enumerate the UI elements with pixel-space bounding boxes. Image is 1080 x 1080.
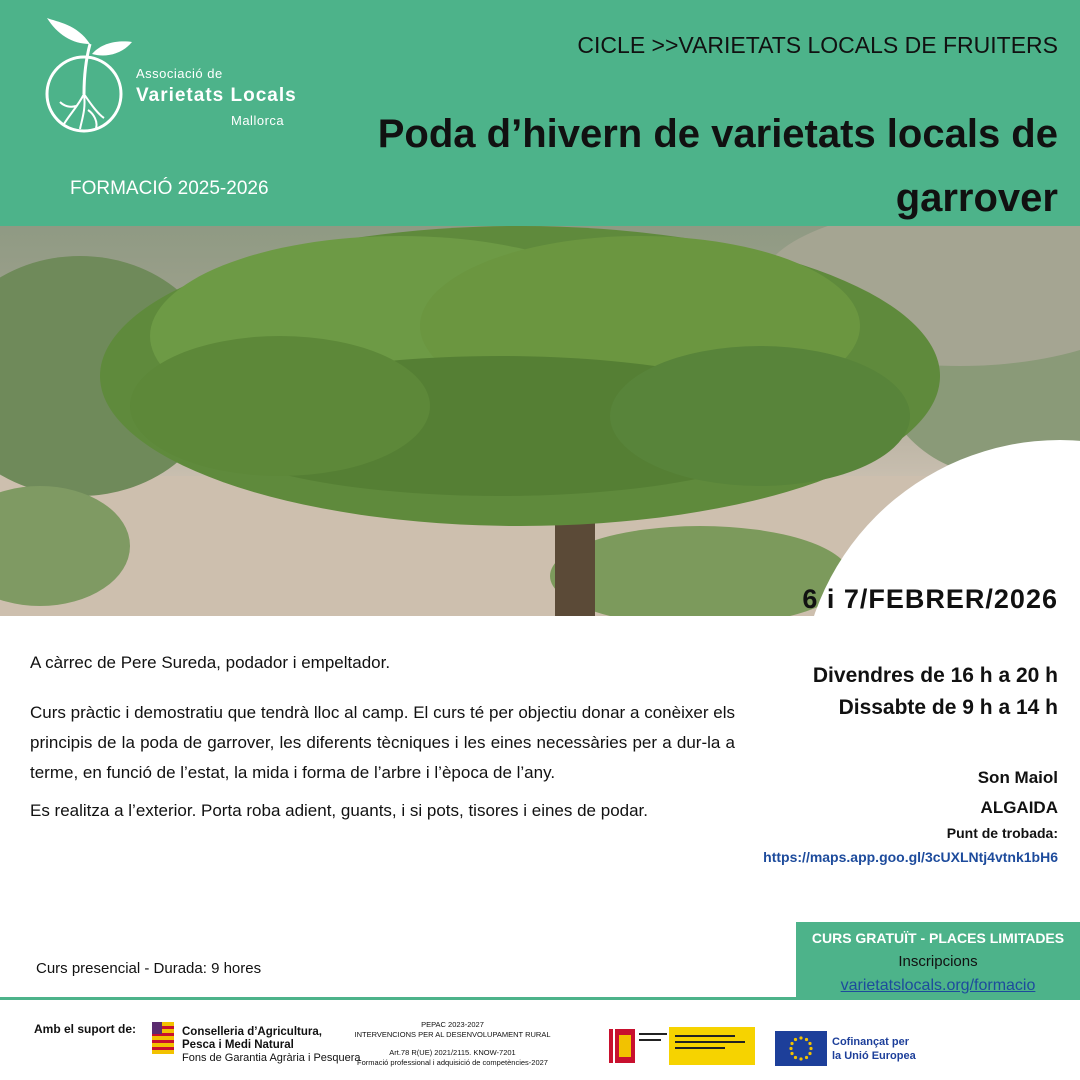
event-location bbox=[978, 763, 1058, 823]
sponsor-footer bbox=[0, 1000, 1080, 1080]
pepac-text bbox=[345, 1020, 560, 1068]
association-line-2: Varietats Locals bbox=[136, 85, 297, 106]
eu-cofinancing-text bbox=[832, 1035, 916, 1063]
plant-logo-icon bbox=[42, 14, 142, 144]
balearic-flag-icon bbox=[152, 1022, 174, 1054]
inscriptions-label: Inscripcions bbox=[898, 953, 978, 970]
support-label: Amb el suport de: bbox=[34, 1022, 137, 1036]
pepac-line-4: Formació professional i adquisició de competències-2027 bbox=[357, 1058, 548, 1067]
meeting-point-link[interactable]: https://maps.app.goo.gl/3cUXLNtj4vtnk1bH6 bbox=[763, 849, 1058, 865]
meeting-point-label: Punt de trobada: bbox=[946, 825, 1058, 841]
description-paragraph: Curs pràctic i demostratiu que tendrà lloc al camp. El curs té per objectiu donar a conèixer els principis de la poda de garrover, les diferents tècniques i les eines necessàries per a dur-la a terme, en funció de l’estat, la mida i forma de l’arbre i l’època de l’any. bbox=[30, 703, 735, 782]
schedule-friday: Divendres de 16 h a 20 h bbox=[812, 664, 1058, 687]
pepac-line-3: Art.78 R(UE) 2021/2115. KNOW-7201 bbox=[389, 1048, 516, 1057]
notes-line: Es realitza a l’exterior. Porta roba adient, guants, i si pots, tisores i eines de podar. bbox=[30, 801, 649, 820]
association-name bbox=[136, 66, 297, 128]
pepac-line-1: PEPAC 2023-2027 bbox=[421, 1020, 484, 1029]
association-line-3: Mallorca bbox=[231, 113, 285, 128]
course-title: Poda d’hivern de varietats locals de garrover bbox=[377, 112, 1058, 220]
conselleria-line-1: Conselleria d’Agricultura, bbox=[182, 1026, 322, 1038]
pepac-line-2: INTERVENCIONS PER AL DESENVOLUPAMENT RURAL bbox=[354, 1030, 551, 1039]
eu-line-2: la Unió Europea bbox=[832, 1050, 916, 1062]
event-schedule bbox=[813, 660, 1058, 724]
registration-link[interactable]: varietatslocals.org/formacio bbox=[840, 977, 1036, 994]
location-place: Son Maiol bbox=[977, 768, 1058, 787]
free-course-label: CURS GRATUÏT - PLACES LIMITADES bbox=[811, 930, 1065, 946]
location-town: ALGAIDA bbox=[980, 798, 1058, 817]
schedule-saturday: Dissabte de 9 h a 14 h bbox=[838, 696, 1058, 719]
course-description bbox=[30, 648, 735, 826]
duration-label: Curs presencial - Durada: 9 hores bbox=[36, 960, 262, 977]
cycle-label: CICLE >>VARIETATS LOCALS DE FRUITERS bbox=[577, 32, 1058, 58]
conselleria-logo-text bbox=[182, 1026, 361, 1065]
program-label: FORMACIÓ 2025-2026 bbox=[70, 178, 269, 199]
event-date: 6 i 7/FEBRER/2026 bbox=[802, 584, 1058, 614]
conselleria-line-2: Pesca i Medi Natural bbox=[182, 1039, 294, 1051]
eu-flag-icon bbox=[775, 1031, 827, 1066]
eu-line-1: Cofinançat per bbox=[832, 1036, 910, 1048]
conselleria-line-3: Fons de Garantia Agrària i Pesquera bbox=[182, 1052, 361, 1064]
spanish-government-logo bbox=[607, 1027, 755, 1065]
association-line-1: Associació de bbox=[136, 66, 223, 81]
registration-box bbox=[796, 922, 1080, 998]
teacher-line: A càrrec de Pere Sureda, podador i empeltador. bbox=[30, 653, 391, 672]
header-banner bbox=[0, 0, 1080, 226]
